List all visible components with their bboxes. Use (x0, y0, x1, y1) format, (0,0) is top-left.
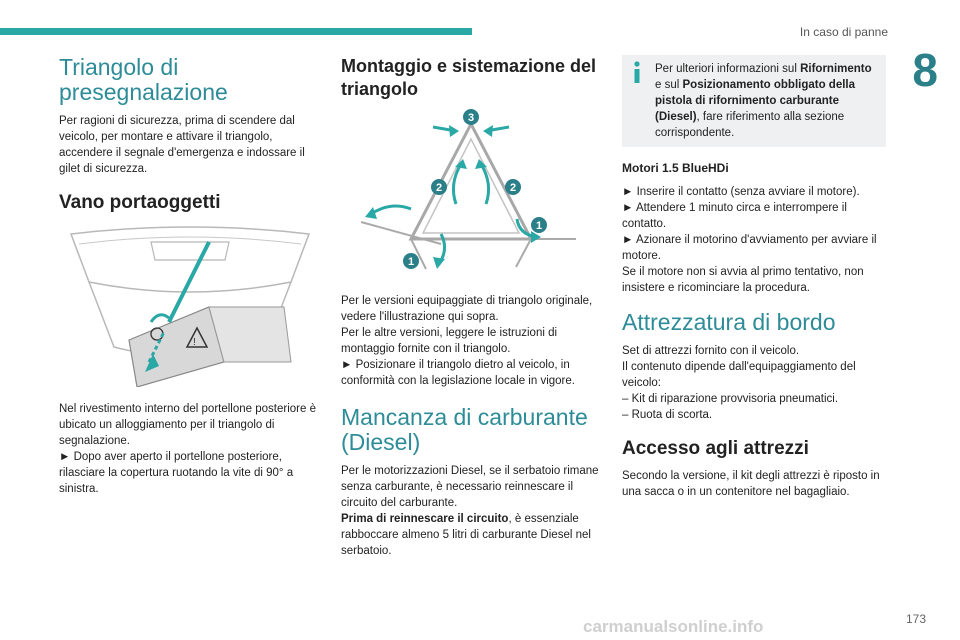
step: ► Posizionare il triangolo dietro al veicolo, in conformità con la legislazione locale in vigore. (341, 359, 575, 387)
column-3 (622, 55, 886, 508)
text: , fare riferimento alla sezione corrispondente. (655, 111, 845, 139)
paragraph: Per le altre versioni, leggere le istruzioni di montaggio fornite con il triangolo. (341, 327, 558, 355)
text: , è essenziale rabboccare almeno 5 litri di carburante Diesel nel serbatoio. (341, 513, 591, 557)
paragraph: Se il motore non si avvia al primo tentativo, non insistere e ricominciare la procedura. (622, 266, 864, 294)
paragraph: Il contenuto dipende dall'equipaggiamento del veicolo: (622, 361, 856, 389)
paragraph (341, 511, 604, 559)
triangle-illustration (341, 109, 604, 281)
step: ► Azionare il motorino d'avviamento per avviare il motore. (622, 234, 877, 262)
bold-text: Posizionamento obbligato della pistola di rifornimento carburante (Diesel) (655, 79, 856, 123)
top-accent-bar (0, 28, 472, 35)
info-text (631, 61, 877, 141)
column-1 (59, 55, 321, 505)
step-marker (505, 179, 521, 195)
step-marker (403, 253, 419, 269)
step-marker (463, 109, 479, 125)
heading-montaggio: Montaggio e sistemazione del triangolo (341, 56, 597, 99)
list-item: – Ruota di scorta. (622, 409, 713, 421)
step: ► Inserire il contatto (senza avviare il motore). (622, 186, 860, 198)
list-item: – Kit di riparazione provvisoria pneumatici. (622, 393, 839, 405)
bold-text: Rifornimento (800, 63, 872, 75)
column-2 (341, 55, 604, 567)
heading-vano: Vano portaoggetti (59, 192, 221, 213)
info-box (622, 55, 886, 147)
heading-accesso: Accesso agli attrezzi (622, 438, 809, 459)
text: Per ulteriori informazioni sul (655, 63, 801, 75)
heading-mancanza: Mancanza di carburante (Diesel) (341, 404, 588, 455)
step-marker (431, 179, 447, 195)
step: ► Attendere 1 minuto circa e interrompere il contatto. (622, 202, 847, 230)
bold-text: Prima di reinnescare il circuito (341, 513, 509, 525)
paragraph: Set di attrezzi fornito con il veicolo. (622, 345, 800, 357)
svg-text:2: 2 (435, 182, 443, 194)
paragraph: Per ragioni di sicurezza, prima di scendere dal veicolo, per montare e attivare il triangolo, accendere il segnale d'emergenza e indossare il gilet di sicurezza. (59, 115, 305, 175)
svg-text:!: ! (193, 337, 196, 348)
step: ► Dopo aver aperto il portellone posteriore, rilasciare la copertura ruotando la vite di 90° a sinistra. (59, 451, 294, 495)
svg-text:2: 2 (509, 182, 517, 194)
heading-attrezzatura: Attrezzatura di bordo (622, 309, 836, 335)
info-icon (631, 61, 643, 83)
paragraph: Secondo la versione, il kit degli attrezzi è riposto in una sacca o in un contenitore nel bagagliaio. (622, 470, 880, 498)
paragraph: Per le motorizzazioni Diesel, se il serbatoio rimane senza carburante, è necessario reinnescare il circuito del carburante. (341, 465, 599, 509)
watermark: carmanualsonline.info (583, 617, 764, 636)
chapter-number: 8 (912, 44, 938, 96)
section-title: In caso di panne (799, 25, 888, 39)
svg-text:1: 1 (407, 256, 415, 268)
step-marker (531, 217, 547, 233)
svg-text:1: 1 (535, 220, 543, 232)
heading-triangolo: Triangolo di presegnalazione (59, 54, 228, 105)
text: e sul (655, 79, 683, 91)
tailgate-illustration (59, 222, 321, 387)
paragraph: Per le versioni equipaggiate di triangolo originale, vedere l'illustrazione qui sopra. (341, 295, 593, 323)
page-number: 173 (905, 612, 926, 626)
svg-text:3: 3 (467, 112, 475, 124)
subheading: Motori 1.5 BlueHDi (622, 161, 729, 175)
paragraph: Nel rivestimento interno del portellone posteriore è ubicato un alloggiamento per il triangolo di segnalazione. (59, 403, 316, 447)
